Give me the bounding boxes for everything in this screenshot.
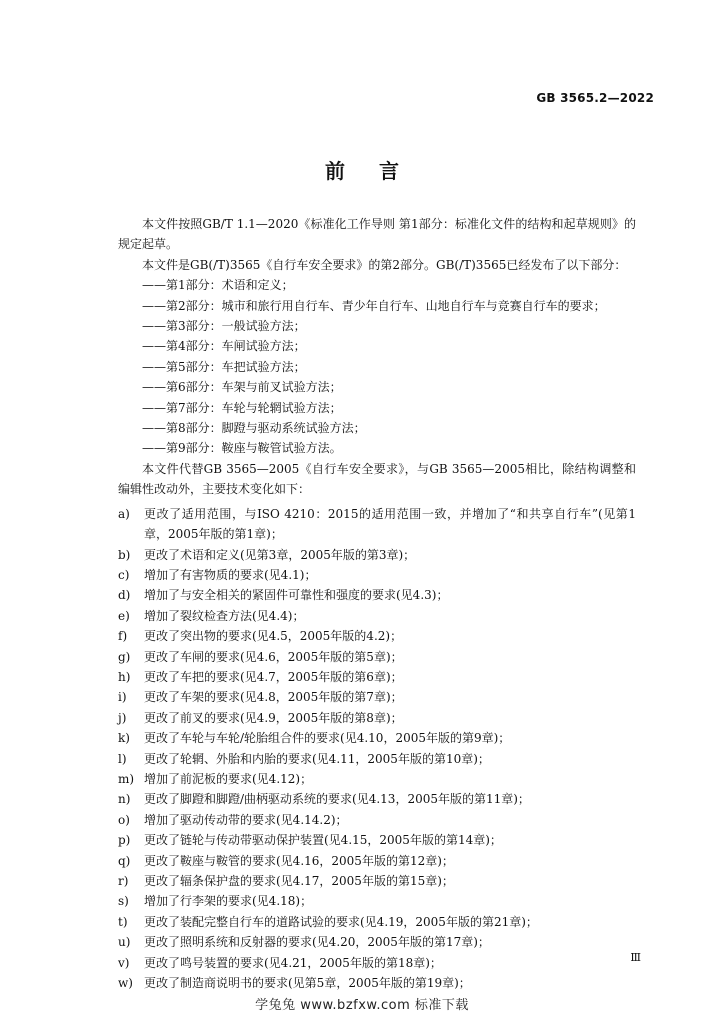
change-item-text: 更改了装配完整自行车的道路试验的要求(见4.19，2005年版的第21章)； (144, 914, 538, 929)
parts-list (118, 275, 636, 459)
change-item-text: 更改了轮辋、外胎和内胎的要求(见4.11，2005年版的第10章)； (144, 751, 490, 766)
change-item (118, 851, 636, 871)
change-item-label: j) (118, 710, 127, 725)
footer-watermark: 学兔兔 www.bzfxw.com 标准下载 (255, 998, 469, 1013)
change-item (118, 545, 636, 565)
change-item-label: k) (118, 731, 130, 746)
change-item-label: h) (118, 669, 131, 684)
change-item (118, 606, 636, 626)
part-item: ——第9部分：鞍座与鞍管试验方法。 (142, 441, 342, 456)
paragraph-replacement: 本文件代替GB 3565—2005《自行车安全要求》，与GB 3565—2005相比，除结构调整和编辑性改动外，主要技术变化如下： (118, 461, 636, 497)
change-item-text: 更改了术语和定义(见第3章，2005年版的第3章)； (144, 547, 416, 562)
change-item-text: 更改了照明系统和反射器的要求(见4.20，2005年版的第17章)； (144, 935, 490, 950)
change-item (118, 708, 636, 728)
change-item (118, 932, 636, 952)
change-item-label: t) (118, 914, 128, 929)
change-item-label: d) (118, 588, 131, 603)
part-item: ——第7部分：车轮与轮辋试验方法； (142, 400, 342, 415)
change-item (118, 667, 636, 687)
change-item-label: m) (118, 771, 135, 786)
change-item (118, 749, 636, 769)
change-item-text: 更改了鞍座与鞍管的要求(见4.16，2005年版的第12章)； (144, 853, 454, 868)
document-body (118, 214, 636, 993)
changes-list (118, 504, 636, 994)
change-item-text: 更改了突出物的要求(见4.5，2005年版的4.2)； (144, 629, 403, 644)
change-item-text: 更改了鸣号装置的要求(见4.21，2005年版的第18章)； (144, 955, 442, 970)
part-item: ——第6部分：车架与前叉试验方法； (142, 380, 342, 395)
change-item-text: 增加了有害物质的要求(见4.1)； (144, 567, 317, 582)
change-item (118, 728, 636, 748)
change-item-text: 更改了脚蹬和脚蹬/曲柄驱动系统的要求(见4.13，2005年版的第11章)； (144, 792, 530, 807)
change-item-label: u) (118, 935, 131, 950)
change-item-text: 更改了辐条保护盘的要求(见4.17，2005年版的第15章)； (144, 874, 454, 888)
change-item-text: 更改了前叉的要求(见4.9，2005年版的第8章)； (144, 710, 403, 725)
change-item-label: v) (118, 955, 130, 970)
change-item-label: e) (118, 608, 130, 623)
change-item-text: 增加了与安全相关的紧固件可靠性和强度的要求(见4.3)； (144, 588, 449, 603)
change-item-label: l) (118, 751, 127, 766)
change-item (118, 912, 636, 932)
change-item-text: 更改了车轮与车轮/轮胎组合件的要求(见4.10，2005年版的第9章)； (144, 731, 511, 746)
change-item (118, 585, 636, 605)
change-item-text: 更改了链轮与传动带驱动保护装置(见4.15，2005年版的第14章)； (144, 833, 502, 848)
change-item (118, 953, 636, 973)
change-item-label: w) (118, 976, 133, 991)
change-item-label: a) (118, 506, 130, 521)
change-item-text: 增加了裂纹检查方法(见4.4)； (144, 608, 305, 623)
change-item-text: 更改了车闸的要求(见4.6，2005年版的第5章)； (144, 649, 403, 664)
page-title: 前言 (325, 159, 433, 183)
change-item (118, 830, 636, 850)
change-item-label: c) (118, 567, 130, 582)
change-item-label: s) (118, 894, 129, 909)
change-item-text: 增加了行李架的要求(见4.18)； (144, 894, 313, 909)
change-item (118, 769, 636, 789)
change-item-label: f) (118, 629, 128, 644)
change-item-label: i) (118, 690, 127, 705)
change-item-text: 更改了制造商说明书的要求(见第5章，2005年版的第19章)； (144, 976, 471, 991)
paragraph-drafting-basis: 本文件按照GB/T 1.1—2020《标准化工作导则 第1部分：标准化文件的结构和起草规则》的规定起草。 (118, 217, 636, 252)
change-item (118, 891, 636, 911)
change-item (118, 565, 636, 585)
part-item: ——第5部分：车把试验方法； (142, 359, 306, 374)
change-item-label: r) (118, 874, 129, 888)
change-item-label: b) (118, 547, 131, 562)
change-item-label: q) (118, 853, 131, 868)
part-item: ——第4部分：车闸试验方法； (142, 339, 306, 354)
change-item (118, 973, 636, 993)
change-item (118, 687, 636, 707)
change-item-text: 增加了驱动传动带的要求(见4.14.2)； (144, 812, 348, 827)
change-item (118, 626, 636, 646)
page-number: Ⅲ (630, 951, 641, 964)
part-item: ——第8部分：脚蹬与驱动系统试验方法； (142, 421, 366, 436)
paragraph-parts-intro: 本文件是GB(/T)3565《自行车安全要求》的第2部分。GB(/T)3565已经发布了以下部分： (142, 257, 627, 272)
change-item-label: p) (118, 833, 131, 848)
change-item (118, 647, 636, 667)
part-item: ——第2部分：城市和旅行用自行车、青少年自行车、山地自行车与竞赛自行车的要求； (142, 298, 606, 313)
part-item: ——第3部分：一般试验方法； (142, 319, 306, 334)
change-item-text: 更改了车架的要求(见4.8，2005年版的第7章)； (144, 690, 403, 705)
change-item-text: 更改了车把的要求(见4.7，2005年版的第6章)； (144, 669, 403, 684)
change-item (118, 789, 636, 809)
change-item-text: 增加了前泥板的要求(见4.12)； (144, 771, 313, 786)
change-item (118, 871, 636, 891)
change-item-label: n) (118, 792, 131, 807)
standard-number: GB 3565.2—2022 (536, 91, 654, 105)
part-item: ——第1部分：术语和定义； (142, 278, 294, 293)
change-item-text: 更改了适用范围，与ISO 4210：2015的适用范围一致，并增加了“和共享自行车”(见第1章，2005年版的第1章)； (144, 506, 636, 542)
change-item-label: g) (118, 649, 131, 664)
change-item-label: o) (118, 812, 130, 827)
change-item (118, 504, 636, 545)
change-item (118, 810, 636, 830)
